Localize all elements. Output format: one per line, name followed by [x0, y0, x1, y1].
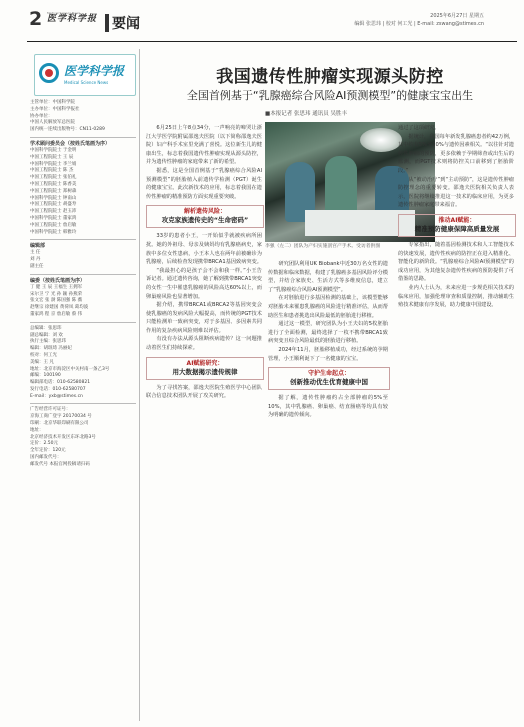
sidebar-line: 丁 健 王 辰 王福生 王拥军: [30, 284, 83, 290]
byline: ■本报记者 张思玮 通讯员 吴胜丰: [265, 111, 347, 117]
article-column-2: [268, 260, 388, 420]
logo-emblem-icon: [39, 63, 59, 83]
sidebar-line: 中国科学院院士 于金明: [30, 147, 77, 153]
sidebar-line: 中国工程院院士 赵玉沛: [30, 209, 77, 215]
sidebar-text: [30, 100, 136, 469]
paragraph: “我最担心的是孩子会不会和我一样。”小王告诉记者。通过遗传咨询，她了解到携带BRCA1突变的女性一生中罹患乳腺癌的风险高达60%以上，而卵巢癌风险也显著增加。: [146, 267, 262, 300]
sidebar-line: 主 任: [30, 250, 41, 256]
sidebar-line: 地址：: [30, 427, 44, 433]
paragraph: 通过了这项研究。: [398, 125, 440, 131]
paragraph: 据了解，遗传性肿瘤约占全部肿瘤的5%至10%，其中乳腺癌、卵巢癌、结直肠癌等均具有较为明确的遗传倾向。: [268, 395, 388, 419]
paragraph: 从“被动治疗”到“主动预防”，这是遗传性肿瘤防控理念的重要转变。邵逸夫医院相关负责人表示，医院将继续推进这一技术的临床应用，为更多遗传性肿瘤家庭带来福音。: [398, 176, 514, 209]
masthead-small-logo: [47, 11, 97, 24]
advisor-heading: 学术顾问委员会（按姓氏笔画为序）: [30, 140, 111, 147]
sidebar-line: 主办单位：中国科学报社: [30, 106, 80, 112]
logo-en: Medical Science News: [64, 80, 109, 85]
section-title: 要闻: [112, 16, 140, 32]
sidebar-line: 邮发代号 本报官网投稿请扫码: [30, 461, 90, 467]
sidebar-line: 校对：何工光: [30, 352, 57, 358]
subheading-1-a: 解析遗传风险：: [183, 208, 226, 216]
sidebar-line: 张文宏 张 澍 陈国强 陈 薇: [30, 298, 83, 304]
subheading-2-a: AI赋能研究：: [186, 359, 224, 367]
subheading-3: [268, 367, 390, 390]
sidebar-line: 北京经济技术开发区东环北路3号: [30, 434, 96, 440]
brand-en: Medical Science News: [47, 11, 81, 15]
subheading-2: [146, 357, 264, 380]
paragraph: 在对胚胎进行多基因检测的基础上，该模型能够对胚胎未来罹患乳腺癌的风险进行精准评估，从而帮助医生和患者挑选出风险最低的胚胎进行移植。: [268, 295, 388, 319]
paragraph: 2024年11月，胚胎移植成功，经过系统的孕期管理，小王顺利诞下了一名健康的宝宝。: [268, 346, 388, 362]
sidebar-line: 协办单位：: [30, 113, 53, 119]
sidebar-line: 发行电话：010-62580707: [30, 386, 86, 392]
sidebar-line: 国内统一连续出版物号：CN11-0289: [30, 127, 105, 133]
sidebar-line: 中国工程院院士 陈 杰: [30, 168, 74, 174]
sidebar-line: 国内邮发代号：: [30, 455, 62, 461]
article-subtitle: 全国首例基于“乳腺癌综合风险AI预测模型”的健康宝宝出生: [186, 89, 474, 102]
paragraph: 据介绍，携带BRCA1或BRCA2等基因突变会使乳腺癌的发病风险大幅提高，而传统的PGT技术只能检测单一致病突变，对于多基因、多因素共同作用的复杂疾病风险则难以评估。: [146, 302, 262, 334]
article-column-1: [146, 124, 262, 401]
sidebar-line: 中国工程院院士 郑树森: [30, 188, 77, 194]
paragraph: 6月25日上午8点34分，一声响亮的啼哭让浙江大学医学院附属邵逸夫医院（以下简称邵逸夫医院）妇产科手术室里充满了喜悦。这位新生儿的健康出生，标志着我国遗传性肿瘤实现从源头防控，并为遗传性肿瘤的家庭带来了新的希望。: [146, 125, 262, 166]
sidebar-line: 刘 丹: [30, 257, 41, 263]
paragraph: 据统计，我国每年新发乳腺癌患者约42万例，其中约有5%至10%与遗传因素相关。“以往针对遗传性肿瘤的预防，更多依赖于孕期筛查或出生后的监测，而PGT技术则将防控关口前移到了胚胎阶段。”: [398, 133, 514, 174]
editor-line: 编辑 张思玮 | 校对 何工光 | E-mail: zswang@stimes.cn: [354, 21, 484, 27]
sidebar-line: 宋尔卫 宁 光 孙 颖 孙燕荣: [30, 291, 83, 297]
sidebar-line: 京海工商广登字 20170034 号: [30, 414, 92, 420]
section-bar: [105, 14, 109, 32]
sidebar-line: 副总编辑：刘 欢: [30, 332, 63, 338]
sidebar-line: 邮编：100190: [30, 373, 61, 379]
paragraph: 专家指出，随着基因检测技术和人工智能技术的快速发展，遗传性疾病的防控正在进入精准化、智能化的新阶段。“乳腺癌综合风险AI预测模型”的成功应用，为其他复杂遗传性疾病的预防提供了可借鉴的思路。: [398, 241, 514, 283]
sidebar-line: 定价：2.50元: [30, 441, 59, 447]
sidebar-line: 中国工程院院士 詹启敏: [30, 222, 77, 228]
sidebar-line: 副主任: [30, 263, 44, 269]
article-column-3: [398, 124, 514, 310]
sidebar-line: 编辑部电话：010-62580821: [30, 380, 91, 386]
brand-cn: 医学科学报: [47, 14, 98, 24]
sidebar-line: 主管单位：中国科学院: [30, 100, 75, 105]
subheading-4-b: 精准预防健康保障高质量发展: [414, 224, 500, 233]
paragraph: 通过这一模型，研究团队为小王夫妇的5枚胚胎进行了全面检测，最终选择了一枚不携带BRCA1致病突变且综合风险最低的胚胎进行移植。: [268, 321, 388, 345]
subheading-4-a: 推动AI赋能：: [438, 216, 476, 224]
sidebar-line: 中国工程院院士 陈香美: [30, 181, 77, 187]
header-info: [354, 12, 484, 28]
sidebar-line: 中国工程院院士 王 辰: [30, 154, 74, 160]
sidebar-line: 执行主编：张思玮: [30, 339, 66, 345]
paragraph: 为了寻找答案，邵逸夫医院生殖医学中心团队联合信息技术团队开展了攻关研究。: [146, 384, 262, 400]
sidebar-line: 中国科学院院士 钟南山: [30, 195, 77, 201]
sidebar-line: 中国科学院院士 李兰娟: [30, 161, 77, 167]
header-rule: [27, 41, 517, 42]
logo-cn: 医学科学报: [64, 64, 125, 78]
subheading-3-b: 创新推动优生优育健康中国: [290, 378, 368, 387]
subheading-1-b: 攻克家族遗传史的“生命密码”: [161, 216, 249, 225]
sidebar-line: 赵继宗 徐建国 黄荷凤 葛均波: [30, 305, 89, 311]
sidebar-line: 总编辑：张思玮: [30, 325, 62, 331]
sidebar-line: 广告经营许可证号：: [30, 407, 71, 413]
subheading-2-b: 用大数据揭示遗传规律: [172, 367, 238, 376]
page-number: 2: [29, 8, 43, 30]
subheading-1: [146, 205, 264, 228]
sidebar-line: 编辑：胡珉琦 冯丽妃: [30, 346, 72, 352]
sidebar-line: 中国科学院院士 董家鸿: [30, 215, 77, 221]
sidebar-line: 中国工程院院士 张伯礼: [30, 175, 77, 181]
sidebar-line: 中国人民解放军总医院: [30, 120, 75, 126]
photo-caption: 李强（左二）团队为产妇实施剖宫产手术。受访者供图: [265, 244, 381, 249]
director-heading: 编辑部: [30, 243, 46, 250]
sidebar-line: 中国科学院院士 韩雅玲: [30, 229, 77, 235]
date-line: 2025年6月27日 星期五: [430, 13, 484, 19]
sidebar-line: 董家鸿 程 京 詹启敏 蔡 伟: [30, 311, 83, 317]
paragraph: 有没有办法从源头阻断疾病遗传？这一问题推动着医生们持续探索。: [146, 336, 262, 352]
paragraph: 业内人士认为，未来应进一步规范相关技术的临床应用，加强伦理审查和质量控制，推动辅助生殖技术健康有序发展，助力健康中国建设。: [398, 284, 514, 309]
subheading-3-a: 守护生命起点：: [307, 370, 350, 378]
paragraph: 研究团队利用UK Biobank中近30万名女性的遗传数据和临床数据，构建了乳腺癌多基因风险评分模型，并结合家族史、生活方式等多维度信息，建立了“乳腺癌综合风险AI预测模型”。: [268, 261, 388, 293]
sidebar-line: 美编：王 凡: [30, 359, 54, 365]
paragraph: 据悉，这是全国首例基于“乳腺癌综合风险AI预测模型”的胚胎植入前遗传学检测（PGT）诞生的健康宝宝。此次新技术的应用，标志着我国在遗传性肿瘤的精准预防方面实现重要突破。: [146, 167, 262, 200]
sidebar-line: 印刷：北京华联印刷有限公司: [30, 421, 89, 427]
board-heading: 编委（按姓氏笔画为序）: [30, 277, 86, 284]
sidebar-line: 地址：北京市海淀区中关村南一条乙3号: [30, 366, 110, 372]
sidebar-line: E-mail：yxb@stimes.cn: [30, 393, 83, 399]
subheading-4: [398, 214, 516, 237]
sidebar-line: 中国工程院院士 胡盛寿: [30, 202, 77, 208]
sidebar-line: 全年定价：120元: [30, 448, 66, 454]
article-title: 我国遗传性肿瘤实现源头防控: [216, 67, 444, 87]
paragraph: 33岁的患者小王，一开始似乎就被疾病所困扰。她的外祖母、母亲及姨妈均有乳腺癌病史，家族中多位女性患病，小王本人也在两年前被确诊为乳腺癌，后续检查发现携带BRCA1基因致病突变。: [146, 233, 262, 266]
masthead-logo: [34, 54, 136, 96]
surgical-lamp: [360, 128, 402, 152]
